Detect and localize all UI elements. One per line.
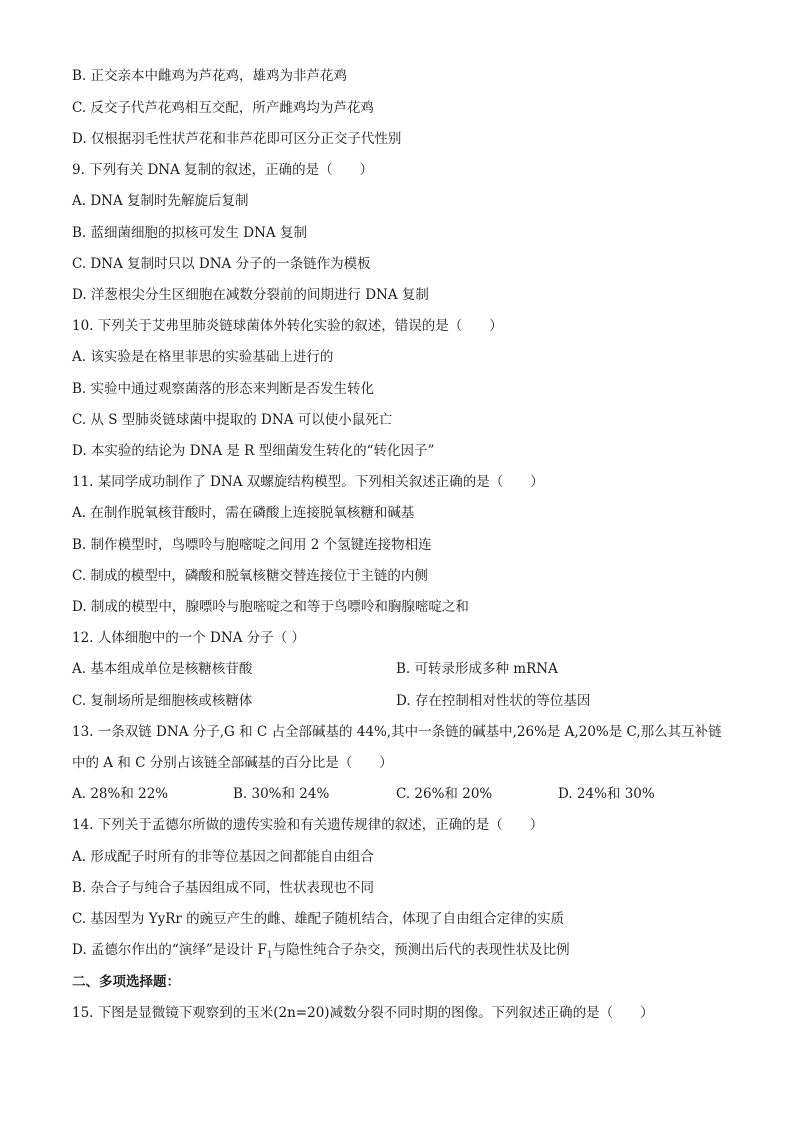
q13-stem-line2: 中的 A 和 C 分别占该链全部碱基的百分比是（ ） xyxy=(72,755,393,771)
q13-option-d: D. 24%和 30% xyxy=(558,786,655,802)
q14-option-a: A. 形成配子时所有的非等位基因之间都能自由组合 xyxy=(72,849,374,865)
q11-stem: 11. 某同学成功制作了 DNA 双螺旋结构模型。下列相关叙述正确的是（ ） xyxy=(72,474,544,490)
q8-option-c: C. 反交子代芦花鸡相互交配，所产雌鸡均为芦花鸡 xyxy=(72,100,374,116)
q12-option-c: C. 复制场所是细胞核或核糖体 xyxy=(72,693,253,709)
q14-option-c: C. 基因型为 YyRr 的豌豆产生的雌、雄配子随机结合，体现了自由组合定律的实质 xyxy=(72,911,565,927)
q15-stem: 15. 下图是显微镜下观察到的玉米(2n=20)减数分裂不同时期的图像。下列叙述正确的是（ ） xyxy=(72,1005,654,1021)
q10-option-b: B. 实验中通过观察菌落的形态来判断是否发生转化 xyxy=(72,381,375,397)
section-heading-multiple-choice: 二、多项选择题： xyxy=(72,974,180,990)
q8-option-b: B. 正交亲本中雌鸡为芦花鸡，雄鸡为非芦花鸡 xyxy=(72,68,348,84)
q14-stem: 14. 下列关于孟德尔所做的遗传实验和有关遗传规律的叙述，正确的是（ ） xyxy=(72,817,544,833)
q13-option-a: A. 28%和 22% xyxy=(72,786,169,802)
q10-stem: 10. 下列关于艾弗里肺炎链球菌体外转化实验的叙述，错误的是（ ） xyxy=(72,318,503,334)
q9-option-a: A. DNA 复制时先解旋后复制 xyxy=(72,193,249,209)
q10-option-a: A. 该实验是在格里菲思的实验基础上进行的 xyxy=(72,349,334,365)
q10-option-c: C. 从 S 型肺炎链球菌中提取的 DNA 可以使小鼠死亡 xyxy=(72,412,393,428)
q12-stem: 12. 人体细胞中的一个 DNA 分子（ ） xyxy=(72,630,306,646)
q10-option-d: D. 本实验的结论为 DNA 是 R 型细菌发生转化的“转化因子” xyxy=(72,443,435,459)
q8-option-d: D. 仅根据羽毛性状芦花和非芦花即可区分正交子代性别 xyxy=(72,131,402,147)
q11-option-b: B. 制作模型时，鸟嘌呤与胞嘧啶之间用 2 个氢键连接物相连 xyxy=(72,537,432,553)
q13-option-c: C. 26%和 20% xyxy=(396,786,493,802)
q11-option-a: A. 在制作脱氧核苷酸时，需在磷酸上连接脱氧核糖和碱基 xyxy=(72,505,415,521)
q11-option-d: D. 制成的模型中，腺嘌呤与胞嘧啶之和等于鸟嘌呤和胸腺嘧啶之和 xyxy=(72,599,469,615)
q12-option-d: D. 存在控制相对性状的等位基因 xyxy=(396,693,591,709)
q14-option-d xyxy=(72,941,570,959)
q13-option-b: B. 30%和 24% xyxy=(233,786,330,802)
q9-option-c: C. DNA 复制时只以 DNA 分子的一条链作为模板 xyxy=(72,256,371,272)
q9-stem: 9. 下列有关 DNA 复制的叙述，正确的是（ ） xyxy=(72,162,374,178)
q11-option-c: C. 制成的模型中，磷酸和脱氧核糖交替连接位于主链的内侧 xyxy=(72,568,428,584)
q14-option-d-post: 与隐性纯合子杂交，预测出后代的表现性状及比例 xyxy=(272,942,570,958)
q14-option-d-subscript: 1 xyxy=(266,950,273,961)
q14-option-b: B. 杂合子与纯合子基因组成不同，性状表现也不同 xyxy=(72,880,375,896)
q14-option-d-pre: D. 孟德尔作出的“演绎”是设计 F xyxy=(72,942,267,958)
q9-option-b: B. 蓝细菌细胞的拟核可发生 DNA 复制 xyxy=(72,225,307,241)
q12-option-a: A. 基本组成单位是核糖核苷酸 xyxy=(72,661,253,677)
q9-option-d: D. 洋葱根尖分生区细胞在减数分裂前的间期进行 DNA 复制 xyxy=(72,287,429,303)
q12-option-b: B. 可转录形成多种 mRNA xyxy=(396,661,558,677)
q13-stem-line1: 13. 一条双链 DNA 分子,G 和 C 占全部碱基的 44%,其中一条链的碱基中,26%是 A,20%是 C,那么其互补链 xyxy=(72,724,722,740)
